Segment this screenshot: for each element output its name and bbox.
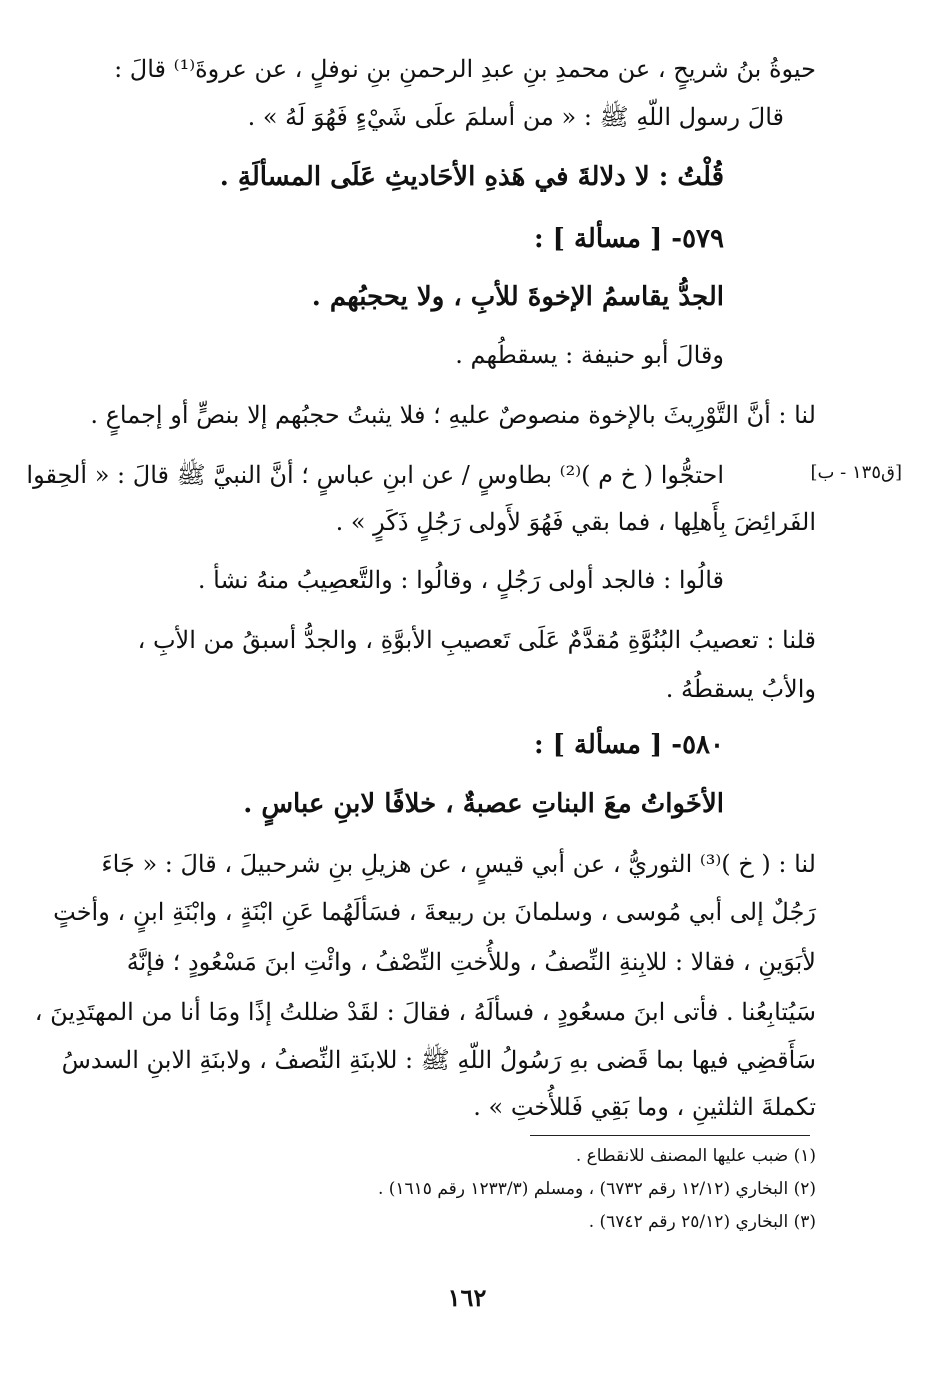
text-line-hadith-5: سَأَقضِي فيها بما قَضى بهِ رَسُولُ اللّهِ ﷺ : للابنَةِ النِّصفُ ، ولابنَةِ الابنِ السدسُ xyxy=(61,1046,816,1074)
text-line-hadith-6: تكملةَ الثلثينِ ، وما بَقِي فَللأُختِ » . xyxy=(473,1093,816,1121)
text-line-ihtajju: احتجُّوا ( خ م )⁽²⁾ بطاوسٍ / عن ابنِ عباسٍ ؛ أنَّ النبيَّ ﷺ قالَ : « ألحِقوا xyxy=(26,461,724,489)
footnote-1: (١) ضبب عليها المصنف للانقطاع . xyxy=(575,1146,816,1166)
text-line-hadith-4: سَيُتابِعُنا . فأتى ابنَ مسعُودٍ ، فسألَهُ ، فقالَ : لقَدْ ضللتُ إذًا ومَا أنا من المهتَدِينَ ، xyxy=(34,998,816,1026)
text-line-qalu: قالُوا : فالجد أولى رَجُلٍ ، وقالُوا : والتَّعصِيبُ منهُ نشأ . xyxy=(197,566,724,594)
page-number: ١٦٢ xyxy=(447,1283,487,1312)
issue-579-heading: ٥٧٩- [ مسألة ] : xyxy=(533,224,724,254)
text-line-1: حيوةُ بنُ شريحٍ ، عن محمدِ بنِ عبدِ الرحمنِ بنِ نوفلٍ ، عن عروةَ⁽¹⁾ قالَ : xyxy=(114,55,816,83)
footnote-2: (٢) البخاري (١٢/١٢ رقم ٦٧٣٢) ، ومسلم (١٢٣٣/٣ رقم ١٦١٥) . xyxy=(377,1179,816,1199)
text-line-wal-ab: والأبُ يسقطُهُ . xyxy=(665,675,816,703)
text-line-abu-hanifa: وقالَ أبو حنيفة : يسقطُهم . xyxy=(455,341,724,369)
footnote-separator xyxy=(530,1135,810,1136)
text-line-hadith-3: لأبَوَينِ ، فقالا : للابِنةِ النِّصفُ ، وللأُختِ النِّصْفُ ، وائْتِ ابنَ مَسْعُودٍ ؛ فإنَّهُ xyxy=(126,948,816,976)
text-line-qulna: قلنا : تعصيبُ البُنُوَّةِ مُقدَّمٌ عَلَى تَعصيبِ الأبوَّةِ ، والجدُّ أسبقُ من الأبِ ، xyxy=(137,626,816,654)
issue-580-statement: الأخَواتُ معَ البناتِ عصبةٌ ، خلافًا لابنِ عباسٍ . xyxy=(243,789,724,819)
text-line-2: قالَ رسول اللّهِ ﷺ : « من أسلمَ علَى شَيْءٍ فَهُوَ لَهُ » . xyxy=(247,103,784,131)
issue-579-statement: الجدُّ يقاسمُ الإخوةَ للأبِ ، ولا يحجبُهم . xyxy=(311,282,724,312)
text-line-faraid: الفَرائِضَ بِأَهلِها ، فما بقي فَهُوَ لأَولى رَجُلٍ ذَكَرٍ » . xyxy=(335,508,816,536)
text-line-hadith-2: رَجُلٌ إلى أبي مُوسى ، وسلمانَ بن ربيعةَ ، فسَألَهُما عَنِ ابْنَةٍ ، وابْنَةِ ابنٍ ، وأختٍ xyxy=(53,898,816,926)
text-line-lana: لنا : أنَّ التَّوْرِيثَ بالإخوة منصوصٌ عليهِ ؛ فلا يثبتُ حجبُهم إلا بنصٍّ أو إجماعٍ . xyxy=(90,401,816,429)
manuscript-folio-note: [ق١٣٥ - ب] xyxy=(810,462,902,483)
issue-580-heading: ٥٨٠- [ مسألة ] : xyxy=(533,730,724,760)
footnote-3: (٣) البخاري (٢٥/١٢ رقم ٦٧٤٢) . xyxy=(588,1212,816,1232)
qultu-heading: قُلْتُ : لا دلالةَ في هَذهِ الأحَاديثِ عَلَى المسألَةِ . xyxy=(219,162,724,192)
text-line-hadith-1: لنا : ( خ )⁽³⁾ الثوريُّ ، عن أبي قيسٍ ، عن هزيلِ بنِ شرحبيلَ ، قالَ : « جَاءَ xyxy=(101,850,816,878)
